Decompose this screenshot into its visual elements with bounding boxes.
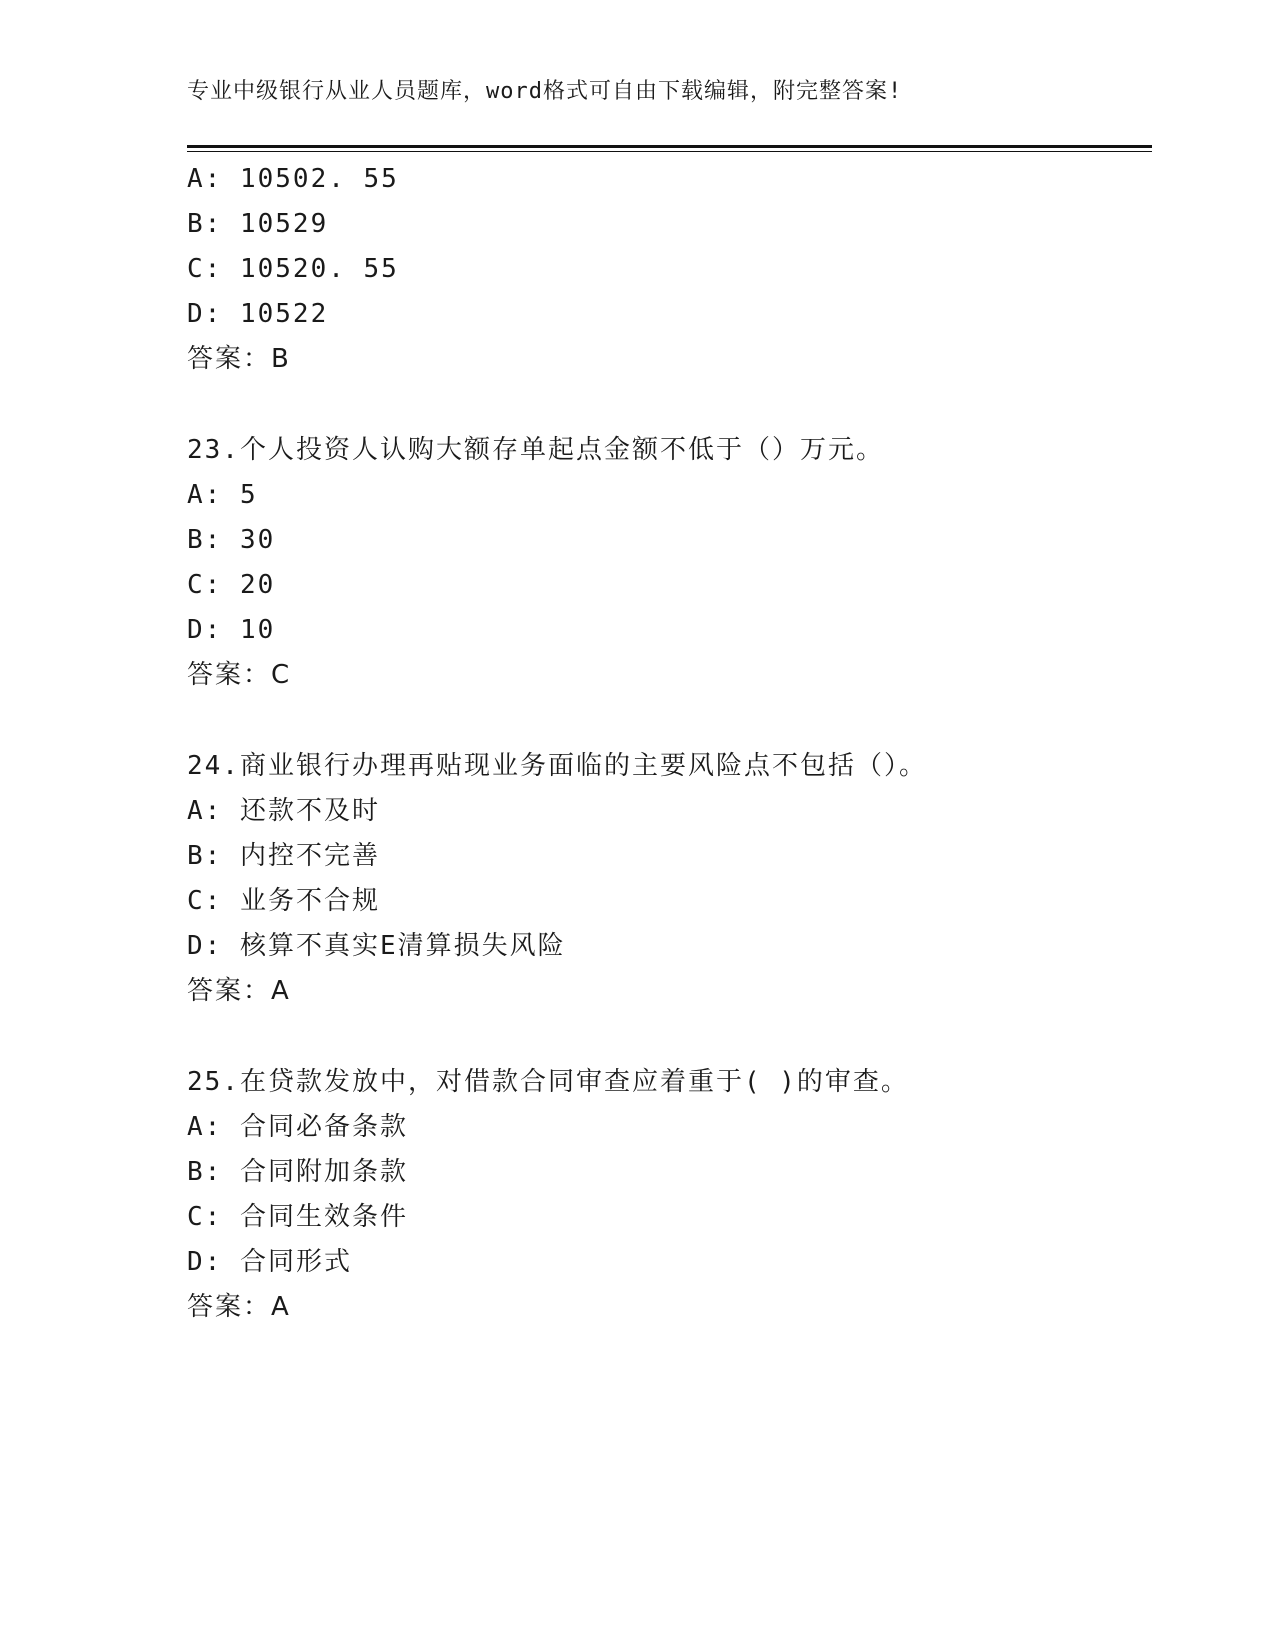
question-text: 24.商业银行办理再贴现业务面临的主要风险点不包括（）。	[187, 751, 927, 781]
option-a: A: 合同必备条款	[187, 1112, 408, 1142]
option-a: A: 5	[187, 480, 258, 510]
answer: 答案：B	[187, 344, 291, 374]
option-c: C: 合同生效条件	[187, 1202, 408, 1232]
option-c: C: 20	[187, 570, 276, 600]
header-rule-thick	[187, 145, 1152, 148]
answer: 答案：C	[187, 660, 292, 690]
option-d: D: 10522	[187, 299, 329, 329]
answer: 答案：A	[187, 976, 291, 1006]
option-b: B: 合同附加条款	[187, 1157, 408, 1187]
option-d: D: 合同形式	[187, 1247, 352, 1277]
header-rule-thin	[187, 151, 1152, 152]
option-d: D: 10	[187, 615, 276, 645]
option-b: B: 内控不完善	[187, 841, 380, 871]
option-a: A: 还款不及时	[187, 796, 380, 826]
option-b: B: 10529	[187, 209, 329, 239]
option-d: D: 核算不真实E清算损失风险	[187, 931, 566, 961]
option-b: B: 30	[187, 525, 276, 555]
question-text: 25.在贷款发放中，对借款合同审查应着重于( )的审查。	[187, 1067, 909, 1097]
answer: 答案：A	[187, 1292, 291, 1322]
option-c: C: 10520. 55	[187, 254, 399, 284]
option-c: C: 业务不合规	[187, 886, 380, 916]
page-header: 专业中级银行从业人员题库，word格式可自由下载编辑，附完整答案!	[187, 79, 903, 104]
question-text: 23.个人投资人认购大额存单起点金额不低于（）万元。	[187, 435, 884, 465]
option-a: A: 10502. 55	[187, 164, 399, 194]
